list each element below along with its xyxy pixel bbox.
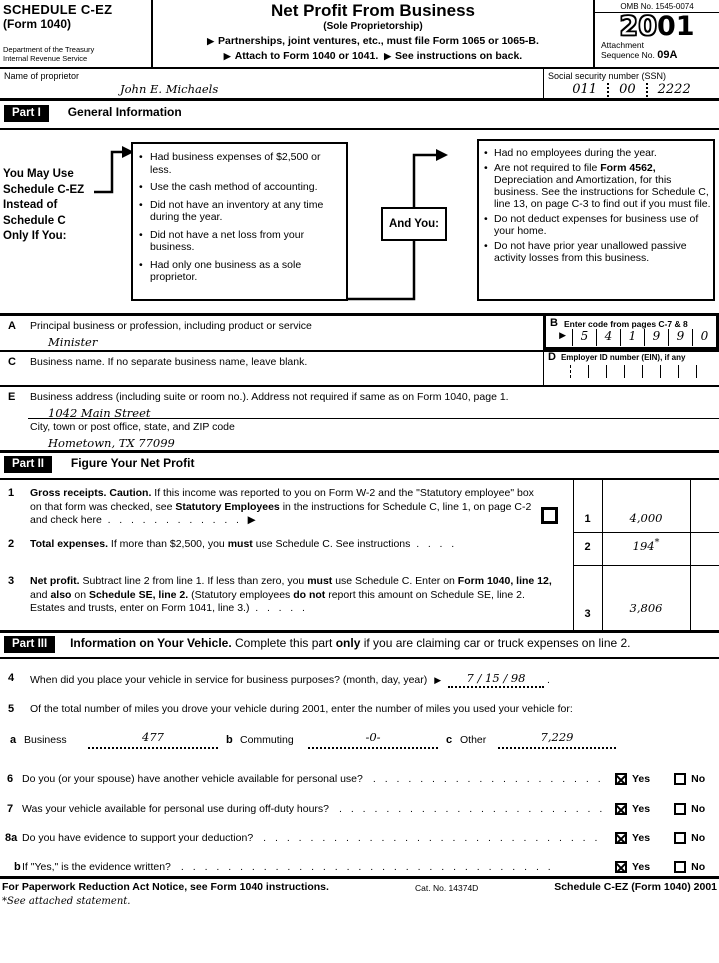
line5-text: Of the total number of miles you drove your vehicle during 2001, enter the number of miles you used your vehicle for:: [30, 703, 573, 715]
principal-business-field[interactable]: Minister: [48, 335, 98, 349]
ssn-divider: [607, 83, 609, 97]
question-8a-text: Do you have evidence to support your deduction?: [22, 832, 254, 844]
line3-text: Net profit. Subtract line 2 from line 1. If less than zero, you must use Schedule C. Enter on Form 1040, line 12, and also on Schedule SE, line 2. (Statutory employees do not report this amount on Schedule SE, line 2. Estates and trusts, enter on Form 1041, line 3.) . . . . .: [30, 575, 552, 614]
row-e-letter: E: [8, 391, 16, 403]
row-d-label: Employer ID number (EIN), if any: [560, 353, 686, 362]
attachment-sequence: [595, 41, 719, 60]
instruction-line1-text: Partnerships, joint ventures, etc., must file Form 1065 or 1065-B.: [217, 35, 539, 47]
ssn-cell: [543, 69, 719, 98]
may-use-line: Only If You:: [3, 230, 67, 242]
tax-year: [595, 13, 719, 41]
right-criteria-box: [477, 139, 715, 301]
may-use-label: [3, 167, 121, 245]
line2-number: 2: [8, 538, 15, 550]
row-b-code-box: [543, 313, 719, 350]
vehicle-service-date-value: 7 / 15 / 98: [466, 671, 526, 685]
ein-cell: [678, 365, 696, 378]
dot-leader: [263, 832, 607, 844]
ein-cell: [570, 365, 588, 378]
proprietor-name-cell: [0, 69, 543, 98]
vehicle-service-date-field[interactable]: [448, 672, 544, 688]
ein-cell: [606, 365, 624, 378]
commuting-miles-value: -0-: [365, 730, 381, 744]
line5a-letter: a: [10, 734, 17, 746]
question-7-number: 7: [7, 803, 14, 815]
row-c-label: Business name. If no separate business name, leave blank.: [30, 356, 308, 368]
line1-number: 1: [8, 487, 15, 499]
name-label: Name of proprietor: [4, 71, 80, 81]
business-miles-field[interactable]: [88, 731, 218, 749]
period: .: [546, 674, 550, 686]
question-8a-number: 8a: [5, 832, 18, 844]
dot-leader: [339, 803, 607, 815]
ssn-part1: 011: [572, 82, 598, 97]
part3-title: Information on Your Vehicle. Complete this part only if you are claiming car or truck expenses on line 2.: [70, 636, 631, 650]
line1-cell-number: 1: [584, 513, 591, 525]
right-arrow-icon: [224, 50, 235, 62]
ein-cell: [696, 365, 714, 378]
question-7-answer: [615, 803, 719, 815]
line5c-letter: c: [446, 734, 453, 746]
criteria-item: • Do not have prior year unallowed passive activity losses from this business.: [482, 240, 711, 264]
divider: [0, 450, 719, 453]
row-city: [0, 418, 719, 453]
right-arrow-icon: [434, 674, 445, 686]
proprietor-row: [0, 69, 719, 101]
form-title-block: [153, 0, 593, 67]
code-digit: 4: [596, 329, 620, 346]
code-digit: 9: [644, 329, 668, 346]
part2-body: [0, 480, 719, 633]
sequence-value: 09A: [657, 48, 678, 61]
may-use-line: Instead of: [3, 199, 58, 211]
and-you-box: And You:: [381, 207, 447, 241]
year-outline: 20: [619, 11, 657, 42]
criteria-item: • Are not required to file Form 4562, Depreciation and Amortization, for this business. See the instructions for Schedule C, line 13, on page C-3 to find out if you must file.: [482, 162, 711, 210]
criteria-item: • Had no employees during the year.: [482, 147, 711, 159]
row-d-ein-box: [543, 350, 719, 385]
row-b-label: Enter code from pages C-7 & 8: [563, 319, 688, 329]
city-field[interactable]: Hometown, TX 77099: [48, 436, 175, 450]
code-digit: 1: [620, 329, 644, 346]
part1-tag: Part I: [4, 105, 49, 122]
row-c-letter: C: [8, 356, 16, 368]
part1-header: [4, 105, 182, 122]
sequence-label: Sequence No.: [601, 49, 655, 60]
no-label: No: [691, 861, 706, 873]
criteria-item: • Use the cash method of accounting.: [137, 181, 343, 194]
footer-form-id: Schedule C-EZ (Form 1040) 2001: [554, 881, 717, 893]
criteria-item: • Do not deduct expenses for business use of your home.: [482, 213, 711, 237]
city-label: City, town or post office, state, and ZIP code: [30, 421, 235, 433]
yes-checkbox[interactable]: [615, 803, 627, 815]
yes-label: Yes: [632, 832, 651, 844]
ein-cell: [552, 365, 570, 378]
may-use-line: Schedule C: [3, 214, 66, 227]
ein-cell: [588, 365, 606, 378]
right-arrow-icon: [546, 329, 572, 346]
yes-label: Yes: [632, 803, 651, 815]
agency-line2: Internal Revenue Service: [3, 54, 88, 63]
other-miles-field[interactable]: [498, 731, 616, 749]
dot-leader: [373, 773, 607, 785]
right-arrow-icon: [384, 50, 395, 62]
no-checkbox[interactable]: [674, 803, 686, 815]
table-line: [690, 480, 691, 630]
line2-text: Total expenses. If more than $2,500, you must use Schedule C. See instructions . . . .: [30, 538, 455, 550]
no-label: No: [691, 773, 706, 785]
part3-tag: Part III: [4, 636, 55, 653]
ein-cell: [660, 365, 678, 378]
criteria-item: • Had only one business as a sole proprietor.: [137, 259, 343, 284]
question-8b-answer: [615, 861, 719, 873]
may-use-line: Schedule C-EZ: [3, 183, 85, 196]
line4-number: 4: [8, 672, 15, 684]
table-line: [573, 532, 719, 533]
question-8a-row: [0, 829, 719, 847]
year-bold: 01: [657, 11, 695, 42]
question-8a-answer: [615, 832, 719, 844]
omb-number: OMB No. 1545-0074: [595, 0, 719, 13]
divider: [0, 128, 719, 130]
total-expenses-amount[interactable]: 194*: [632, 537, 660, 553]
mileage-row: [0, 731, 719, 751]
agency-block: [3, 45, 94, 63]
net-profit-amount[interactable]: 3,806: [629, 601, 663, 615]
statutory-employee-checkbox[interactable]: [541, 507, 558, 524]
left-criteria-box: [131, 142, 348, 301]
proprietor-name-field[interactable]: John E. Michaels: [120, 82, 219, 96]
no-checkbox[interactable]: [674, 832, 686, 844]
part3-header: [4, 636, 715, 653]
line4-text: When did you place your vehicle in service for business purposes? (month, day, year): [30, 674, 428, 686]
other-miles-value: 7,229: [540, 730, 574, 744]
question-6-answer: [615, 773, 719, 785]
attached-statement-footnote: *See attached statement.: [2, 896, 131, 907]
ein-field[interactable]: [544, 365, 719, 378]
ssn-part2: 00: [619, 82, 636, 97]
form-title: Net Profit From Business: [270, 1, 476, 20]
row-d-letter: D: [548, 351, 556, 363]
part2-title: Figure Your Net Profit: [70, 456, 195, 470]
schedule-label: SCHEDULE C-EZ: [3, 2, 113, 17]
divider: [0, 657, 719, 659]
ssn-field[interactable]: [544, 82, 719, 97]
code-digit: 0: [692, 329, 716, 346]
right-arrow-icon: [207, 35, 218, 47]
question-8b-number: b: [14, 861, 21, 873]
yes-label: Yes: [632, 773, 651, 785]
part2-header: [4, 456, 194, 473]
commuting-miles-label: Commuting: [240, 734, 294, 746]
agency-line1: Department of the Treasury: [3, 45, 95, 54]
omb-year-block: [593, 0, 719, 67]
ssn-part3: 2222: [657, 82, 691, 97]
business-miles-value: 477: [142, 730, 164, 744]
see-instructions-text: See instructions on back.: [395, 50, 523, 62]
line1-text: Gross receipts. Caution. If this income was reported to you on Form W-2 and the "Statutory employee" box on that form was checked, see Statutory Employees in the instructions for Schedule C, line 1, on page C-2 and check here . . . . . . . . . . . . ▶: [30, 487, 534, 526]
ssn-divider: [646, 83, 648, 97]
may-use-line: You May Use: [3, 168, 74, 180]
instruction-line2: [153, 50, 593, 62]
no-label: No: [691, 832, 706, 844]
line4-content: [30, 672, 713, 688]
row-a-label: Principal business or profession, including product or service: [30, 320, 312, 332]
form-id-block: [0, 0, 153, 67]
ssn-label: Social security number (SSN): [548, 71, 667, 81]
yes-checkbox[interactable]: [615, 832, 627, 844]
business-address-field[interactable]: 1042 Main Street: [48, 406, 151, 420]
question-7-row: [0, 800, 719, 818]
eligibility-flowchart: [0, 131, 719, 313]
attachment-label: Attachment: [601, 40, 644, 50]
row-e-label: Business address (including suite or room no.). Address not required if same as on Form 1040, page 1.: [30, 391, 509, 403]
line3-cell-number: 3: [584, 608, 591, 620]
divider: [0, 876, 719, 879]
catalog-number: Cat. No. 14374D: [415, 883, 479, 893]
question-6-row: [0, 770, 719, 788]
question-7-text: Was your vehicle available for personal use during off-duty hours?: [22, 803, 330, 815]
question-6-number: 6: [7, 773, 14, 785]
other-miles-label: Other: [460, 734, 487, 746]
table-line: [573, 565, 719, 566]
line2-cell-number: 2: [584, 541, 591, 553]
question-8b-text: If "Yes," is the evidence written?: [22, 861, 171, 873]
ein-cell: [624, 365, 642, 378]
row-b-letter: B: [550, 317, 558, 329]
commuting-miles-field[interactable]: [308, 731, 438, 749]
line5-number: 5: [8, 703, 15, 715]
form-number: (Form 1040): [3, 17, 72, 31]
no-checkbox[interactable]: [674, 861, 686, 873]
code-digit: 9: [668, 329, 692, 346]
no-label: No: [691, 803, 706, 815]
criteria-item: • Had business expenses of $2,500 or less.: [137, 151, 343, 176]
line5b-letter: b: [226, 734, 233, 746]
attach-instruction-text: Attach to Form 1040 or 1041.: [234, 50, 379, 62]
part2-tag: Part II: [4, 456, 52, 473]
row-e: [0, 385, 719, 418]
ein-cell: [642, 365, 660, 378]
row-a-letter: A: [8, 320, 16, 332]
yes-checkbox[interactable]: [615, 773, 627, 785]
no-checkbox[interactable]: [674, 773, 686, 785]
gross-receipts-amount[interactable]: 4,000: [629, 511, 663, 525]
form-subtitle: (Sole Proprietorship): [323, 21, 423, 32]
line3-number: 3: [8, 575, 15, 587]
code-digit: 5: [572, 329, 596, 346]
part1-title: General Information: [67, 105, 182, 119]
business-code-field[interactable]: [546, 329, 716, 346]
yes-checkbox[interactable]: [615, 861, 627, 873]
criteria-item: • Did not have an inventory at any time during the year.: [137, 199, 343, 224]
divider: [28, 418, 719, 419]
instruction-line1: [153, 35, 593, 47]
criteria-item: • Did not have a net loss from your business.: [137, 229, 343, 254]
question-6-text: Do you (or your spouse) have another vehicle available for personal use?: [22, 773, 363, 785]
paperwork-notice: For Paperwork Reduction Act Notice, see Form 1040 instructions.: [2, 881, 329, 893]
question-8b-row: [0, 858, 719, 876]
yes-label: Yes: [632, 861, 651, 873]
business-miles-label: Business: [24, 734, 67, 746]
dot-leader: [181, 861, 607, 873]
form-header: [0, 0, 719, 69]
